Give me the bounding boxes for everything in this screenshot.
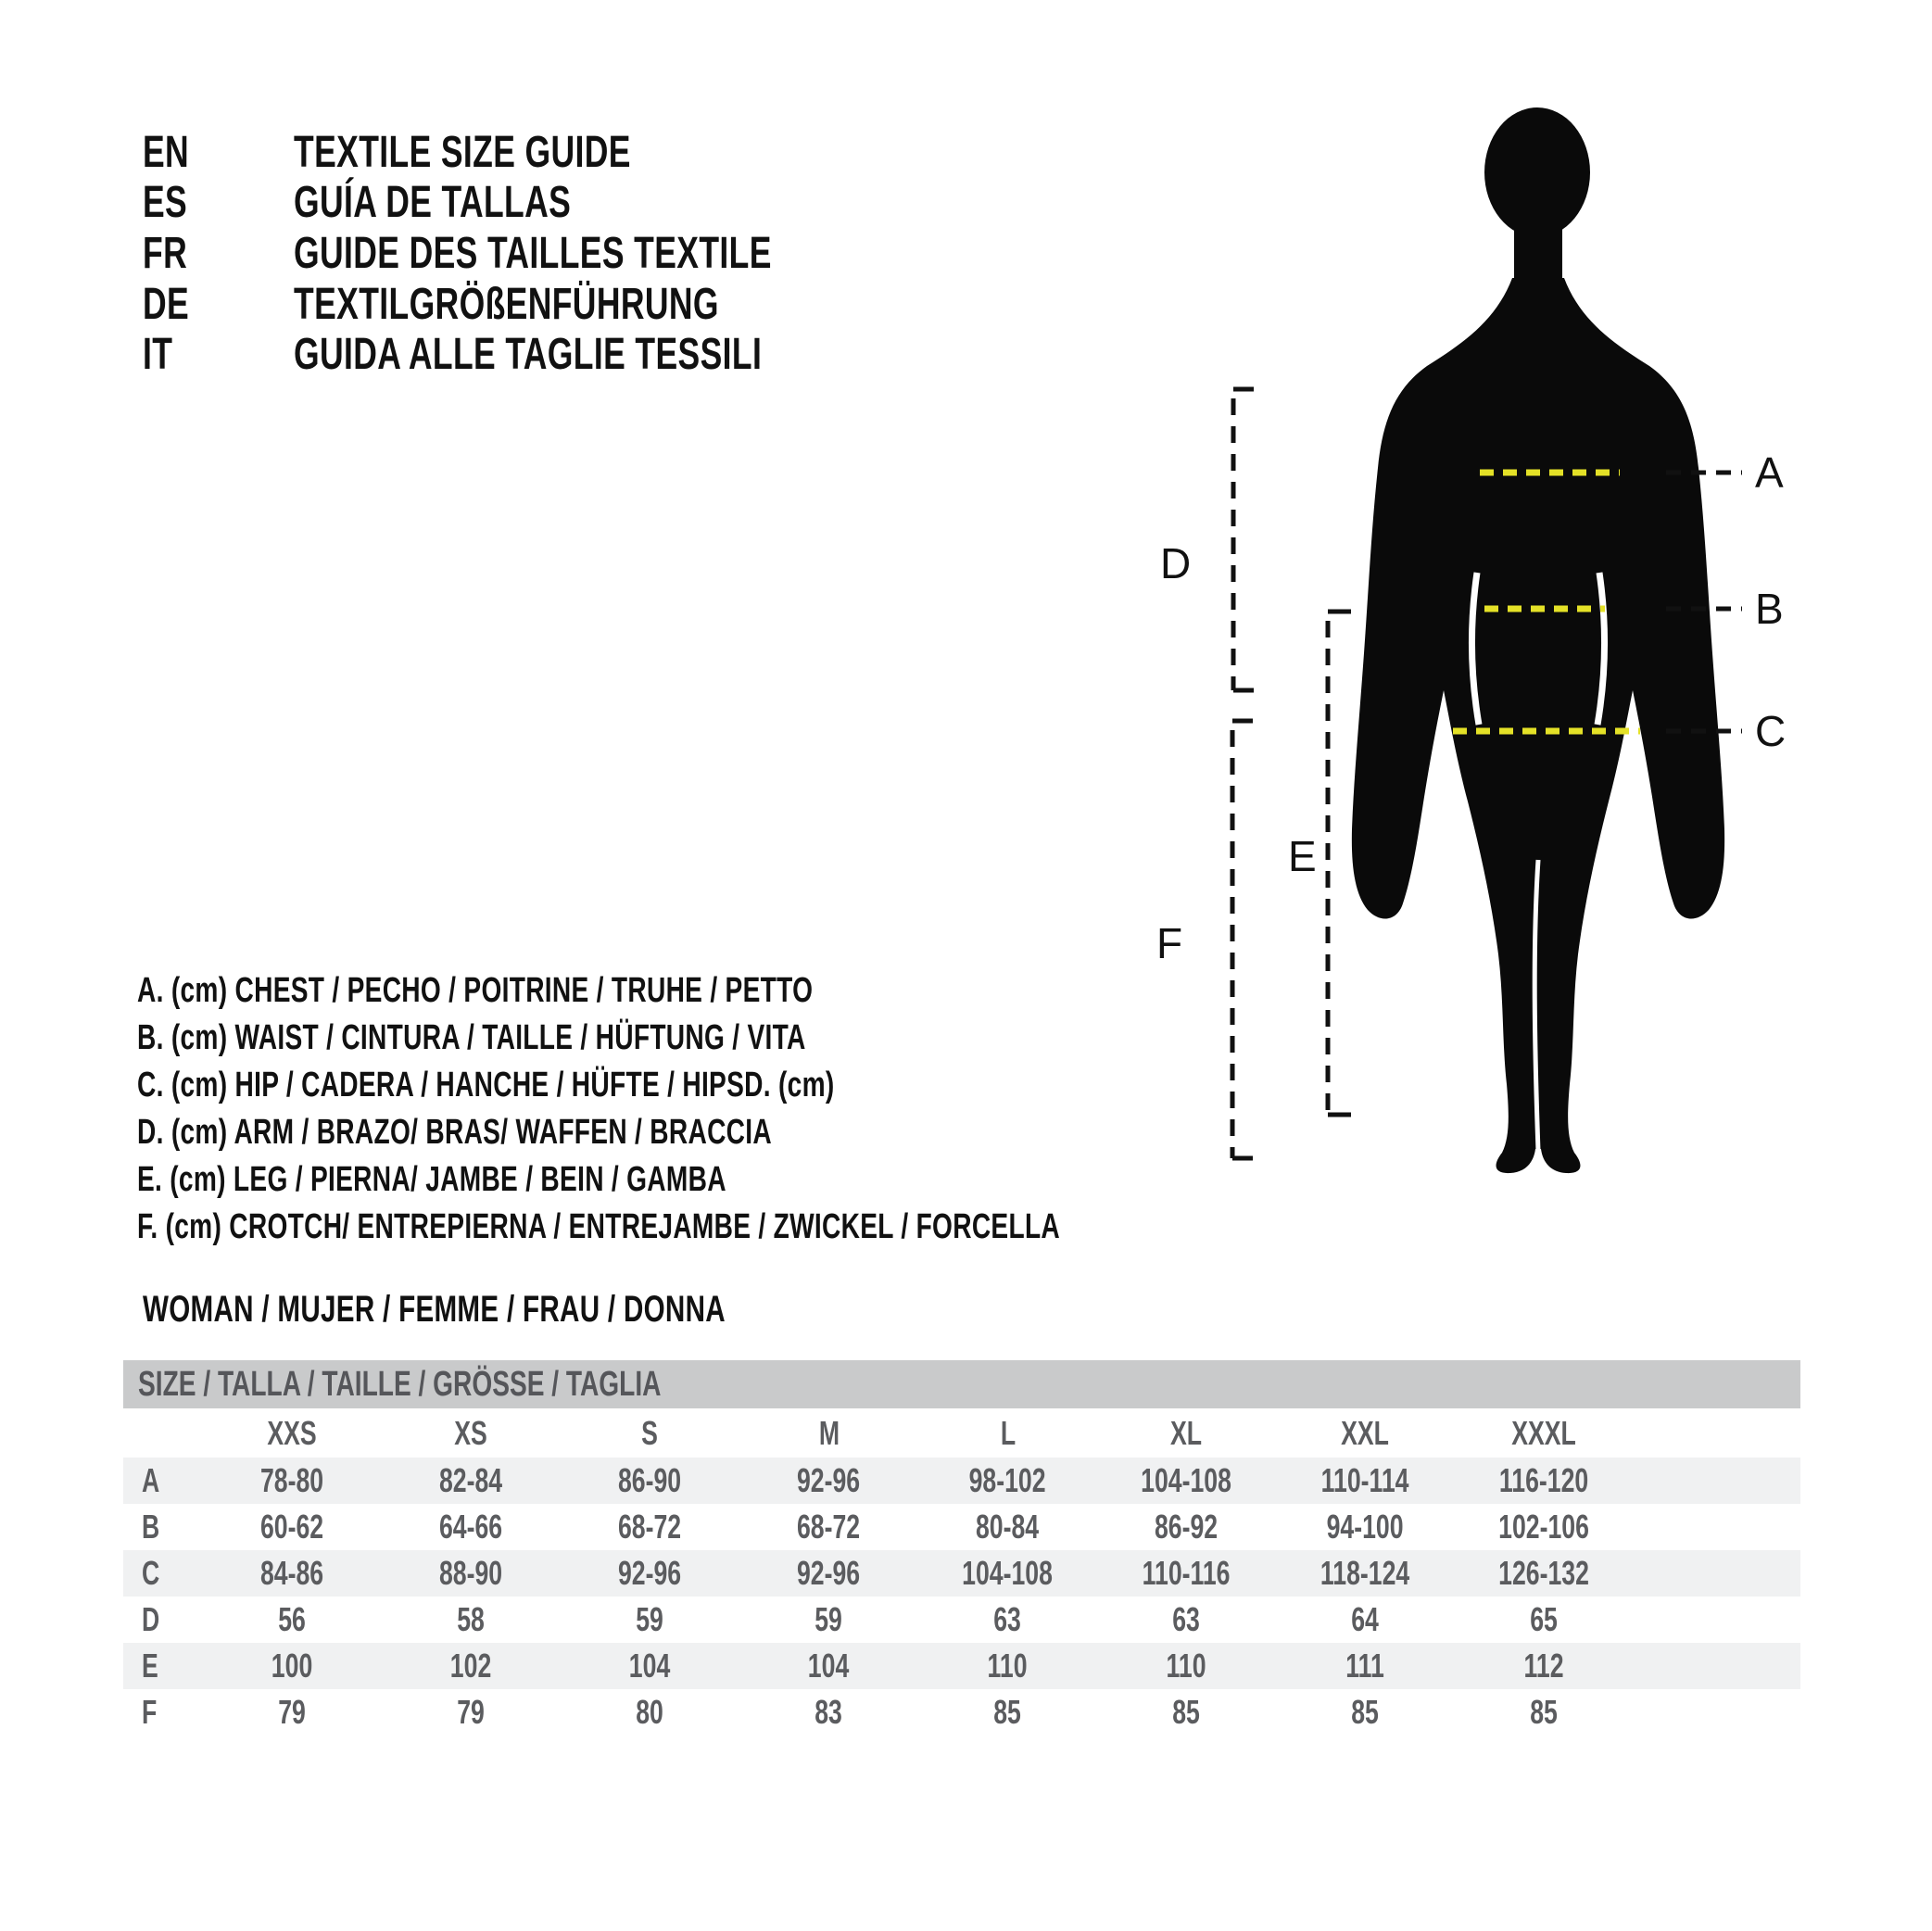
cell-value: 86-92 (1155, 1508, 1219, 1546)
cell-value: 104 (808, 1647, 850, 1685)
cell-value: 79 (457, 1693, 486, 1731)
row-label: C (142, 1554, 160, 1592)
size-table-header (123, 1360, 1800, 1408)
legend-crotch: F. (cm) CROTCH/ ENTREPIERNA / ENTREJAMBE / ZWICKEL / FORCELLA (137, 1207, 1061, 1246)
language-code-de: DE (143, 279, 190, 329)
table-row-waist (123, 1504, 1800, 1550)
cell-value: 104-108 (1141, 1461, 1232, 1499)
cell-value: 110-116 (1143, 1554, 1231, 1592)
silhouette-body (1352, 278, 1724, 1173)
cell-value: 102-106 (1498, 1508, 1590, 1546)
cell-value: 79 (278, 1693, 307, 1731)
cell-value: 64-66 (439, 1508, 503, 1546)
row-label: F (142, 1693, 158, 1731)
cell-value: 104 (629, 1647, 671, 1685)
table-row-chest (123, 1458, 1800, 1504)
cell-value: 80-84 (976, 1508, 1040, 1546)
language-code-es: ES (143, 178, 188, 228)
cell-value: 100 (271, 1647, 313, 1685)
page-title-es: GUÍA DE TALLAS (294, 178, 572, 228)
size-table (123, 1360, 1800, 1735)
size-column-header-row (123, 1408, 1800, 1458)
cell-value: 110 (1167, 1647, 1206, 1685)
language-row-fr (143, 228, 940, 279)
cell-value: 58 (457, 1600, 486, 1638)
language-code-en: EN (143, 127, 190, 177)
cell-value: 56 (278, 1600, 307, 1638)
cell-value: 85 (1172, 1693, 1201, 1731)
table-row-hip (123, 1550, 1800, 1597)
cell-value: 68-72 (797, 1508, 861, 1546)
cell-value: 85 (1530, 1693, 1559, 1731)
cell-value: 85 (993, 1693, 1022, 1731)
cell-value: 92-96 (797, 1554, 861, 1592)
size-col-xxl: XXL (1341, 1413, 1390, 1452)
cell-value: 98-102 (969, 1461, 1046, 1499)
cell-value: 60-62 (260, 1508, 324, 1546)
language-row-de (143, 279, 940, 330)
row-label: A (142, 1461, 160, 1499)
page-title-it: GUIDA ALLE TAGLIE TESSILI (294, 330, 763, 380)
legend-chest: A. (cm) CHEST / PECHO / POITRINE / TRUHE / PETTO (137, 971, 814, 1010)
cell-value: 92-96 (618, 1554, 682, 1592)
cell-value: 59 (636, 1600, 664, 1638)
legend-arm: D. (cm) ARM / BRAZO/ BRAS/ WAFFEN / BRACCIA (137, 1113, 772, 1152)
cell-value: 86-90 (618, 1461, 682, 1499)
size-col-xl: XL (1170, 1413, 1203, 1452)
cell-value: 59 (814, 1600, 843, 1638)
legend-leg: E. (cm) LEG / PIERNA/ JAMBE / BEIN / GAMBA (137, 1160, 726, 1199)
cell-value: 110 (988, 1647, 1028, 1685)
cell-value: 85 (1351, 1693, 1380, 1731)
table-row-crotch (123, 1689, 1800, 1735)
cell-value: 64 (1351, 1600, 1380, 1638)
figure-label-chest: A (1755, 448, 1784, 497)
language-row-es (143, 178, 940, 229)
size-col-xxs: XXS (267, 1413, 318, 1452)
cell-value: 102 (450, 1647, 492, 1685)
size-col-xxxl: XXXL (1511, 1413, 1577, 1452)
gender-heading: WOMAN / MUJER / FEMME / FRAU / DONNA (143, 1289, 726, 1330)
size-col-l: L (1000, 1413, 1016, 1452)
cell-value: 111 (1345, 1647, 1385, 1685)
cell-value: 63 (993, 1600, 1022, 1638)
legend-hip: C. (cm) HIP / CADERA / HANCHE / HÜFTE / HIPSD. (cm) (137, 1066, 835, 1104)
cell-value: 116-120 (1499, 1461, 1589, 1499)
language-code-it: IT (143, 330, 173, 380)
cell-value: 104-108 (962, 1554, 1054, 1592)
table-row-arm (123, 1597, 1800, 1643)
measurement-legend (137, 967, 1384, 1251)
cell-value: 110-114 (1321, 1461, 1409, 1499)
size-col-m: M (818, 1413, 840, 1452)
cell-value: 88-90 (439, 1554, 503, 1592)
row-label: D (142, 1600, 160, 1638)
language-row-it (143, 329, 940, 380)
cell-value: 94-100 (1327, 1508, 1404, 1546)
figure-label-crotch: F (1156, 919, 1183, 967)
size-table-header-label: SIZE / TALLA / TAILLE / GRÖSSE / TAGLIA (138, 1365, 662, 1404)
cell-value: 65 (1530, 1600, 1559, 1638)
cell-value: 112 (1524, 1647, 1564, 1685)
page-title-de: TEXTILGRÖßENFÜHRUNG (294, 279, 719, 329)
size-col-xs: XS (454, 1413, 488, 1452)
cell-value: 118-124 (1320, 1554, 1410, 1592)
table-row-leg (123, 1643, 1800, 1689)
cell-value: 84-86 (260, 1554, 324, 1592)
cell-value: 92-96 (797, 1461, 861, 1499)
cell-value: 83 (814, 1693, 843, 1731)
cell-value: 63 (1172, 1600, 1201, 1638)
legend-waist: B. (cm) WAIST / CINTURA / TAILLE / HÜFTUNG / VITA (137, 1018, 806, 1057)
cell-value: 80 (636, 1693, 664, 1731)
figure-label-hip: C (1755, 707, 1787, 755)
language-title-block (143, 127, 940, 380)
figure-label-arm: D (1160, 539, 1192, 587)
page-title-fr: GUIDE DES TAILLES TEXTILE (294, 228, 772, 278)
woman-silhouette (1352, 107, 1724, 1173)
row-label: E (142, 1647, 158, 1685)
language-code-fr: FR (143, 228, 188, 278)
language-row-en (143, 127, 940, 178)
size-col-s: S (641, 1413, 659, 1452)
cell-value: 82-84 (439, 1461, 503, 1499)
cell-value: 78-80 (260, 1461, 324, 1499)
row-label: B (142, 1508, 160, 1546)
figure-label-leg: E (1288, 832, 1317, 880)
page-title-en: TEXTILE SIZE GUIDE (294, 127, 631, 177)
cell-value: 126-132 (1498, 1554, 1590, 1592)
figure-label-waist: B (1755, 585, 1784, 633)
cell-value: 68-72 (618, 1508, 682, 1546)
